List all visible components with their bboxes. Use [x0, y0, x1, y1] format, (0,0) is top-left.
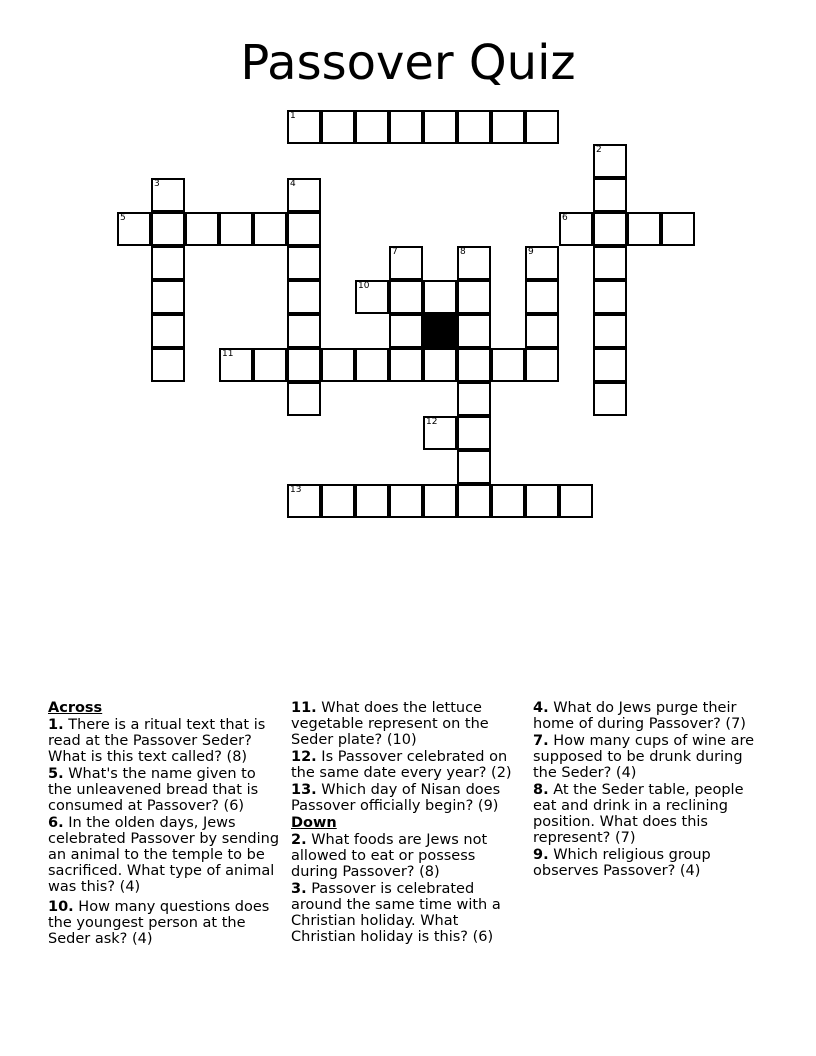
- across-heading: Across: [48, 700, 103, 716]
- clues-column-1: [48, 700, 280, 948]
- grid-cell[interactable]: [423, 110, 457, 144]
- clue-down-2: 2. What foods are Jews not allowed to eat or possess during Passover? (8): [291, 832, 488, 880]
- grid-cell[interactable]: [321, 110, 355, 144]
- grid-cell[interactable]: [389, 348, 423, 382]
- grid-cell[interactable]: [287, 484, 321, 518]
- grid-cell[interactable]: [559, 484, 593, 518]
- clue-number: 4: [290, 179, 296, 189]
- clue-down-3: 3. Passover is celebrated around the same time with a Christian holiday. What Christian holiday is this? (6): [291, 881, 501, 945]
- grid-cell[interactable]: [525, 110, 559, 144]
- grid-cell[interactable]: [593, 246, 627, 280]
- clue-number: 8: [460, 247, 466, 257]
- grid-cell[interactable]: [423, 484, 457, 518]
- grid-cell[interactable]: [389, 110, 423, 144]
- grid-cell[interactable]: [287, 314, 321, 348]
- grid-cell[interactable]: [491, 348, 525, 382]
- grid-cell[interactable]: [287, 178, 321, 212]
- grid-cell[interactable]: [389, 484, 423, 518]
- grid-cell[interactable]: [287, 212, 321, 246]
- grid-cell[interactable]: [457, 416, 491, 450]
- clue-number: 10: [358, 281, 370, 291]
- grid-cell[interactable]: [457, 450, 491, 484]
- clue-number: 6: [562, 213, 568, 223]
- grid-cell[interactable]: [627, 212, 661, 246]
- clue-number: 9: [528, 247, 534, 257]
- grid-cell[interactable]: [151, 280, 185, 314]
- grid-cell[interactable]: [389, 246, 423, 280]
- grid-cell[interactable]: [457, 314, 491, 348]
- grid-cell[interactable]: [355, 348, 389, 382]
- grid-cell[interactable]: [593, 178, 627, 212]
- grid-cell[interactable]: [253, 348, 287, 382]
- grid-cell[interactable]: [253, 212, 287, 246]
- grid-cell[interactable]: [287, 382, 321, 416]
- grid-cell[interactable]: [287, 348, 321, 382]
- grid-cell[interactable]: [423, 280, 457, 314]
- grid-cell[interactable]: [593, 314, 627, 348]
- clue-across-11: 11. What does the lettuce vegetable represent on the Seder plate? (10): [291, 700, 489, 748]
- clue-number: 5: [120, 213, 126, 223]
- grid-cell[interactable]: [593, 212, 627, 246]
- clue-across-13: 13. Which day of Nisan does Passover officially begin? (9): [291, 782, 501, 814]
- grid-cell[interactable]: [457, 110, 491, 144]
- grid-cell[interactable]: [457, 484, 491, 518]
- grid-cell[interactable]: [321, 484, 355, 518]
- clue-down-9: 9. Which religious group observes Passover? (4): [533, 847, 711, 879]
- grid-cell[interactable]: [593, 382, 627, 416]
- grid-cell[interactable]: [287, 110, 321, 144]
- clue-number: 3: [154, 179, 160, 189]
- grid-cell[interactable]: [355, 280, 389, 314]
- grid-cell[interactable]: [321, 348, 355, 382]
- grid-cell[interactable]: [287, 246, 321, 280]
- clue-down-8: 8. At the Seder table, people eat and drink in a reclining position. What does this represent? (7): [533, 782, 744, 846]
- grid-cell[interactable]: [661, 212, 695, 246]
- grid-cell[interactable]: [219, 212, 253, 246]
- grid-cell[interactable]: [219, 348, 253, 382]
- grid-cell[interactable]: [457, 348, 491, 382]
- grid-cell[interactable]: [457, 280, 491, 314]
- clue-across-6: 6. In the olden days, Jews celebrated Passover by sending an animal to the temple to be sacrificed. What type of animal was this? (4): [48, 815, 280, 895]
- clue-number: 7: [392, 247, 398, 257]
- grid-cell[interactable]: [423, 416, 457, 450]
- clue-down-4: 4. What do Jews purge their home of during Passover? (7): [533, 700, 746, 732]
- clue-across-5: 5. What's the name given to the unleavened bread that is consumed at Passover? (6): [48, 766, 259, 814]
- grid-cell[interactable]: [151, 212, 185, 246]
- clue-across-12: 12. Is Passover celebrated on the same date every year? (2): [291, 749, 512, 781]
- grid-cell[interactable]: [287, 280, 321, 314]
- grid-cell[interactable]: [559, 212, 593, 246]
- clue-number: 1: [290, 111, 296, 121]
- clue-across-10: 10. How many questions does the youngest person at the Seder ask? (4): [48, 899, 270, 947]
- clue-number: 2: [596, 145, 602, 155]
- grid-cell[interactable]: [491, 484, 525, 518]
- grid-cell[interactable]: [151, 178, 185, 212]
- clue-number: 11: [222, 349, 234, 359]
- grid-cell[interactable]: [525, 348, 559, 382]
- grid-cell[interactable]: [151, 246, 185, 280]
- grid-cell[interactable]: [457, 382, 491, 416]
- grid-cell[interactable]: [491, 110, 525, 144]
- grid-cell[interactable]: [151, 348, 185, 382]
- grid-cell[interactable]: [389, 280, 423, 314]
- clues-column-2: [291, 700, 513, 946]
- grid-cell[interactable]: [525, 246, 559, 280]
- grid-cell[interactable]: [593, 280, 627, 314]
- grid-cell[interactable]: [525, 280, 559, 314]
- clue-across-1: 1. There is a ritual text that is read at the Passover Seder? What is this text called? (8): [48, 717, 266, 765]
- clues-column-3: [533, 700, 758, 880]
- grid-cell[interactable]: [389, 314, 423, 348]
- page-title: Passover Quiz: [240, 35, 576, 91]
- grid-cell[interactable]: [355, 484, 389, 518]
- grid-cell[interactable]: [593, 144, 627, 178]
- grid-cell[interactable]: [151, 314, 185, 348]
- grid-cell[interactable]: [525, 484, 559, 518]
- grid-cell[interactable]: [593, 348, 627, 382]
- grid-cell[interactable]: [185, 212, 219, 246]
- grid-cell[interactable]: [525, 314, 559, 348]
- clue-down-7: 7. How many cups of wine are supposed to be drunk during the Seder? (4): [533, 733, 755, 781]
- grid-cell[interactable]: [423, 348, 457, 382]
- down-heading: Down: [291, 815, 337, 831]
- grid-cell[interactable]: [457, 246, 491, 280]
- clue-number: 12: [426, 417, 438, 427]
- grid-cell[interactable]: [117, 212, 151, 246]
- clue-number: 13: [290, 485, 302, 495]
- grid-cell[interactable]: [355, 110, 389, 144]
- black-square: [423, 314, 457, 348]
